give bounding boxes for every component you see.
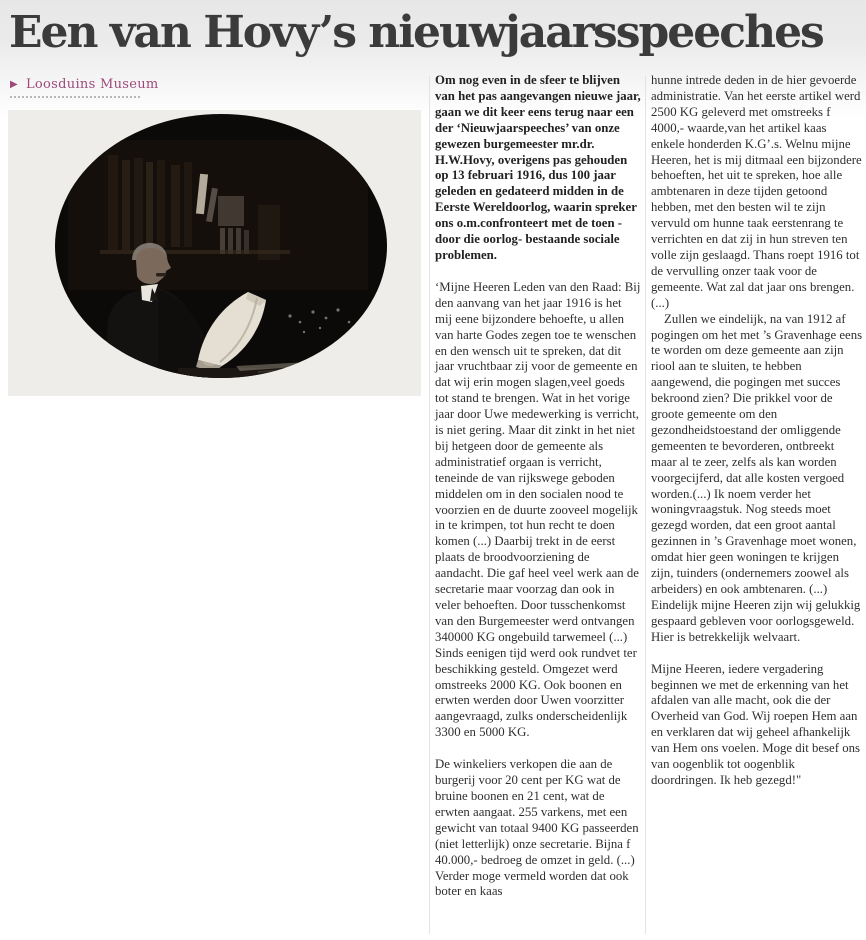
paragraph: Mijne Heeren, iedere vergadering beginnen we met de erkenning van het afdalen van alle macht, ook die der Overheid van God. Wij roepen Hem aan en verklaren dat wij geheel afhankelijk van Hem ons voelen. Moge dit besef ons van oogenblik tot oogenblik doordringen. Ik heb gezegd!" xyxy=(651,661,860,787)
paragraph: ‘Mijne Heeren Leden van den Raad: Bij den aanvang van het jaar 1916 is het mij eene bijzondere behoefte, u allen van harte Godes zegen toe te wenschen en den wensch uit te spreken, dat dit jaar vruchtbaar zij voor de gemeente en dat wij erin mogen slagen,veel goeds tot stand te brengen. Wat in het vorige jaar door Uwe medewerking is verricht, is niet gering. Maar dit zinkt in het niet bij hetgeen door de gemeente als administratief orgaan is verricht, teneinde de van rijkswege geboden middelen om in den socialen nood te voorzien en de duurte zooveel mogelijk in te krimpen, tot hun recht te doen komen (...) Daarbij trekt in de eerst plaats de broodvoorziening de aandacht. Die gaf heel veel werk aan de secretarie maar voorzag dan ook in veler behoeften. Door tusschenkomst van den Burgemeester werd ontvangen 340000 KG ongebuild tarwemeel (...) Sinds eenigen tijd werd ook rundvet ter beschikking gesteld. Omgezet werd omstreeks 2000 KG. Ook boonen en erwten werden door Uwen voorzitter aangevraagd, zulks onderscheidenlijk 3300 en 5000 KG. xyxy=(435,279,641,740)
bookshelf xyxy=(68,140,368,290)
article-column-1 xyxy=(435,73,641,916)
oval-portrait-photo xyxy=(8,110,421,396)
paragraph: hunne intrede deden in de hier gevoerde administratie. Van het eerste artikel werd 2500 KG geleverd met omstreeks f 4000,- waarde,van het artikel kaas enkele honderden K.G’.s. Welnu mijne Heeren, het is mij ditmaal een bijzondere behoeften, het uit te spreken, hoe alle ambtenaren in deze tijden getoond hebben, met den besten wil te zijn vervuld om hunne taak eerstenrang te verrichten en dat zij in hun streven ten volle zijn geslaagd. Thans roept 1916 tot de vervulling onzer taak voor de gemeente. Wat zal dat jaar ons brengen.(...) xyxy=(651,73,862,310)
article-title: Een van Hovy’s nieuwjaarsspeeches xyxy=(9,7,823,58)
triangle-arrow-icon: ▶ xyxy=(10,79,18,90)
mustache xyxy=(156,273,166,277)
column-rule xyxy=(645,76,646,934)
column-rule xyxy=(429,76,430,934)
article-column-2 xyxy=(651,73,863,805)
paragraph: Zullen we eindelijk, na van 1912 af pogingen om het met ’s Gravenhage eens te worden om deze gemeente aan zijn riool aan te sluiten, te hebben aangewend, die pogingen met succes bekroond zien? Die prikkel voor de groote gemeente om den gezondheidstoestand der omliggende gemeenten te bevorderen, ontbreekt maar al te zeer, zelfs als kan worden voorgecijferd, dat alle kosten vergoed worden.(...) Ik noem verder het woningvraagstuk. Nog steeds moet gezegd worden, dat een groot aantal gezinnen in ’s Gravenhage moet wonen, omdat hier geen woningen te krijgen zijn, tuinders (ondernemers zoowel als arbeiders) en ook ambtenaren. (...) Eindelijk mijne Heeren zijn wij gelukkig gespaard gebleven voor oorlogsgeweld. Hier is betrekkelijk welvaart. xyxy=(651,311,863,644)
paragraph: De winkeliers verkopen die aan de burgerij voor 20 cent per KG wat de bruine boonen en 21 cent, wat de erwten aangaat. 255 varkens, met een gewicht van totaal 9400 KG passeerden (niet letterlijk) onze secretarie. Bijna f 40.000,- bedroeg de omzet in geld. (...) Verder moge vermeld worden dat ook boter en kaas xyxy=(435,757,639,899)
dotted-divider xyxy=(10,88,140,98)
section-label-text: Loosduins Museum xyxy=(26,77,159,92)
article-photo xyxy=(8,110,421,396)
paragraph-lede: Om nog even in de sfeer te blijven van het pas aangevangen nieuwe jaar, gaan we dit keer eens terug naar een der ‘Nieuwjaarspeeches’ van onze gewezen burgemeester mr.dr. H.W.Hovy, overigens pas gehouden op 13 februari 1916, dus 100 jaar geleden en gedateerd midden in de Eerste Wereldoorlog, waarin spreker ons o.m.confronteert met de toen -door die oorlog- bestaande sociale problemen. xyxy=(435,73,641,262)
